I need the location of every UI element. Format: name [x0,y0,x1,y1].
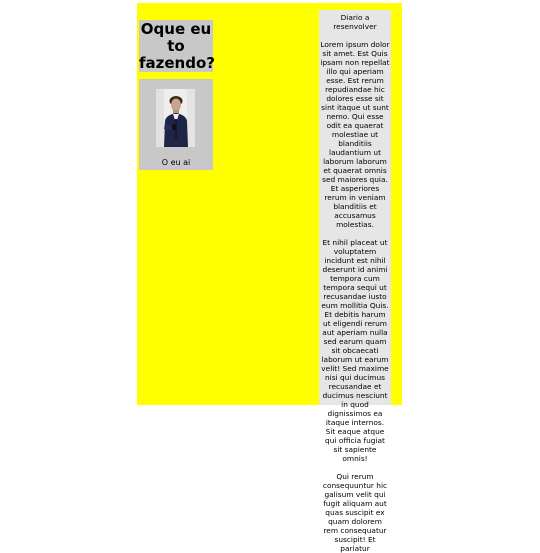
page-title: Oque eu to fazendo? [139,20,215,72]
title-box [139,20,213,72]
profile-card [139,79,213,170]
diary-paragraph: Qui rerum consequuntur hic galisum velit qui fugit aliquam aut quas suscipit ex quam dolorem rem consequatur suscipit! Et pariatur [322,472,388,553]
diary-heading: Diario a resenvolver [333,13,377,31]
diary-paragraph: Et nihil placeat ut voluptatem incidunt est nihil deserunt id animi tempora cum tempora sequi ut recusandae iusto eum mollitia Quis. Et debitis harum ut eligendi rerum aut aperiam nulla sed earum quam sit obcaecati laborum ut earum velit! Sed maxime nisi qui ducimus recusandae et ducimus nesciunt in quod dignissimos ea itaque internos. Sit eaque atque qui officia fugiat sit sapiente omnis! [321,238,389,463]
person-photo-icon [156,89,195,147]
diary-paragraph: Lorem ipsum dolor sit amet. Est Quis ipsam non repellat illo qui aperiam esse. Est rerum repudiandae hic dolores esse sit sint itaque ut sunt nemo. Qui esse odit ea quaerat molestiae ut blanditiis laudantium ut laborum laborum et quaerat omnis sed maiores quia. Et asperiores rerum in veniam blanditiis et accusamus molestias. [320,40,390,229]
profile-photo [156,89,195,147]
page-background [137,3,402,553]
profile-caption: O eu ai [161,158,191,167]
diary-panel [319,10,391,553]
